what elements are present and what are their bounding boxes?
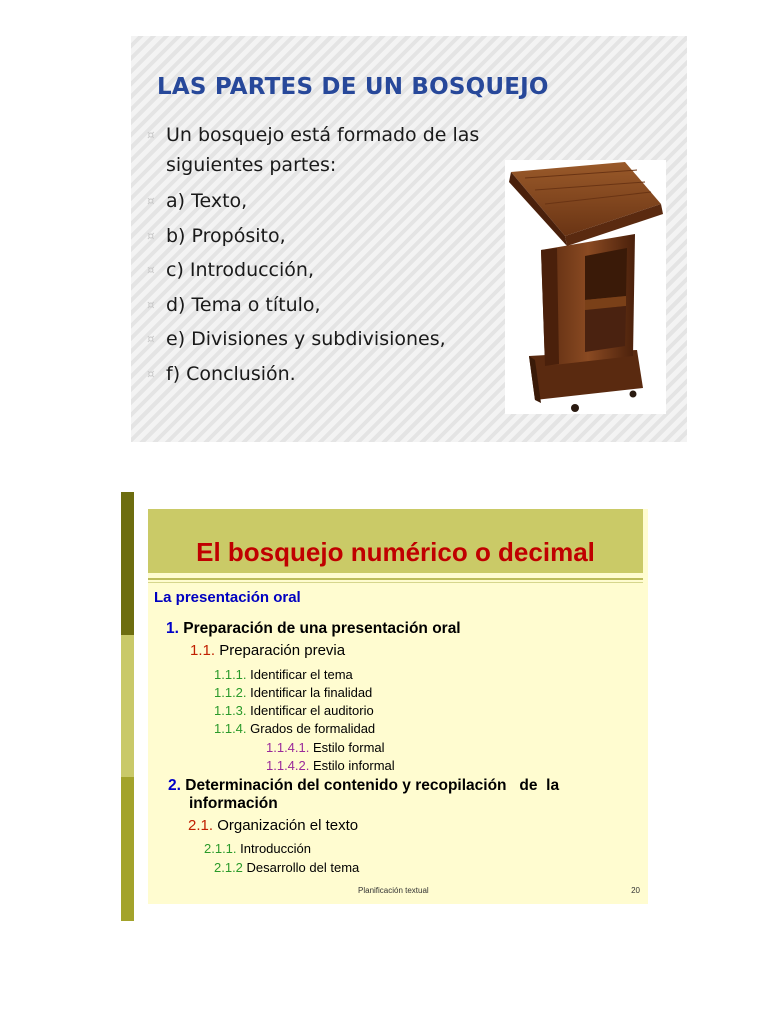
- outline-item: 1.1.1. Identificar el tema: [214, 667, 353, 682]
- bullet-icon: ¤: [147, 366, 155, 381]
- wooden-lectern-image: [505, 160, 666, 414]
- outline-item: 1.1.4. Grados de formalidad: [214, 721, 376, 736]
- slide2-side-bar: [121, 635, 134, 777]
- slide1-title: LAS PARTES DE UN BOSQUEJO: [157, 74, 549, 100]
- outline-item: 1.1.2. Identificar la finalidad: [214, 685, 373, 700]
- list-item: ¤ e) Divisiones y subdivisiones,: [131, 322, 531, 357]
- slide2-side-bar: [121, 777, 134, 921]
- list-item: ¤ a) Texto,: [131, 184, 531, 219]
- bullet-icon: ¤: [147, 128, 155, 142]
- page-number: 20: [631, 886, 640, 895]
- bullet-icon: ¤: [147, 194, 155, 208]
- slide2-footer: Planificación textual: [358, 886, 429, 895]
- outline-item: 1.1.4.2. Estilo informal: [266, 758, 395, 773]
- outline-item: 1.1.3. Identificar el auditorio: [214, 703, 374, 718]
- bullet-icon: ¤: [147, 263, 155, 277]
- list-item: ¤ b) Propósito,: [131, 219, 531, 254]
- outline-item: 2.1.1. Introducción: [204, 841, 311, 856]
- outline-item: 1.1. Preparación previa: [190, 642, 346, 659]
- slide1-bullet-list: [131, 120, 531, 391]
- list-item: ¤ f) Conclusión.: [131, 357, 531, 392]
- divider: [148, 578, 643, 580]
- slide-las-partes-de-un-bosquejo: [131, 36, 687, 442]
- slide2-side-bar: [121, 492, 134, 635]
- list-item: ¤ d) Tema o título,: [131, 288, 531, 323]
- slide2-subtitle: La presentación oral: [154, 589, 301, 606]
- slide-bosquejo-numerico: [148, 509, 648, 904]
- slide2-header: [148, 509, 643, 573]
- outline-item: 1.1.4.1. Estilo formal: [266, 740, 385, 755]
- outline-item: 2.1. Organización el texto: [188, 817, 359, 834]
- outline-item: 2. Determinación del contenido y recopilación de la: [168, 777, 560, 794]
- list-item: ¤ Un bosquejo está formado de las siguientes partes:: [131, 120, 496, 180]
- outline-item-continued: información: [189, 795, 278, 812]
- slide2-title: El bosquejo numérico o decimal: [196, 537, 595, 567]
- divider: [148, 582, 643, 583]
- list-item: ¤ c) Introducción,: [131, 253, 531, 288]
- outline-item: 2.1.2 Desarrollo del tema: [214, 860, 360, 875]
- bullet-icon: ¤: [147, 297, 155, 312]
- outline-item: 1. Preparación de una presentación oral: [166, 620, 461, 637]
- bullet-icon: ¤: [147, 332, 155, 346]
- bullet-icon: ¤: [147, 228, 155, 243]
